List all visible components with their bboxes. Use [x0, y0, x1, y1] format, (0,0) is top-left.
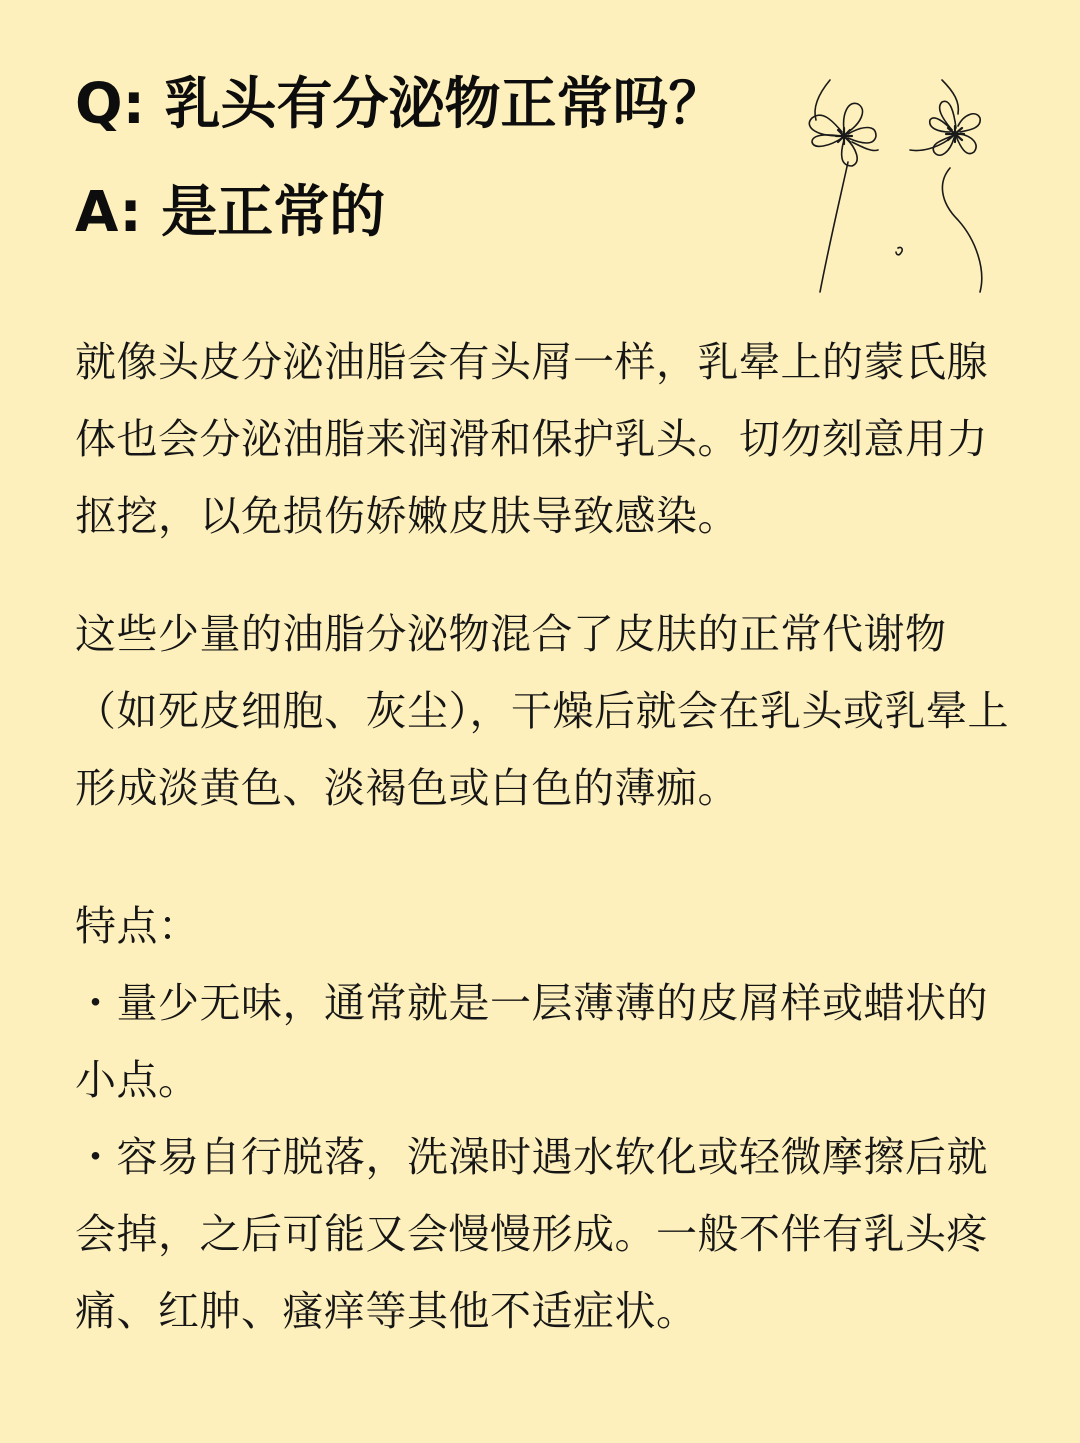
features-section — [75, 888, 1010, 1350]
paragraph-montgomery-glands: 就像头皮分泌油脂会有头屑一样，乳晕上的蒙氏腺体也会分泌油脂来润滑和保护乳头。切勿刻意用力抠挖，以免损伤娇嫩皮肤导致感染。 — [75, 338, 988, 540]
answer-title: A: 是正常的 — [75, 180, 386, 245]
feature-item: ・容易自行脱落，洗澡时遇水软化或轻微摩擦后就会掉，之后可能又会慢慢形成。一般不伴有乳头疼痛、红肿、瘙痒等其他不适症状。 — [75, 1133, 988, 1335]
question-title: Q: 乳头有分泌物正常吗？ — [75, 72, 725, 137]
feature-item: ・量少无味，通常就是一层薄薄的皮屑样或蜡状的小点。 — [75, 979, 988, 1104]
flower-body-illustration — [790, 70, 1010, 300]
features-heading: 特点： — [75, 902, 200, 950]
paragraph-secretion-crust: 这些少量的油脂分泌物混合了皮肤的正常代谢物（如死皮细胞、灰尘），干燥后就会在乳头或乳晕上形成淡黄色、淡褐色或白色的薄痂。 — [75, 610, 1009, 812]
